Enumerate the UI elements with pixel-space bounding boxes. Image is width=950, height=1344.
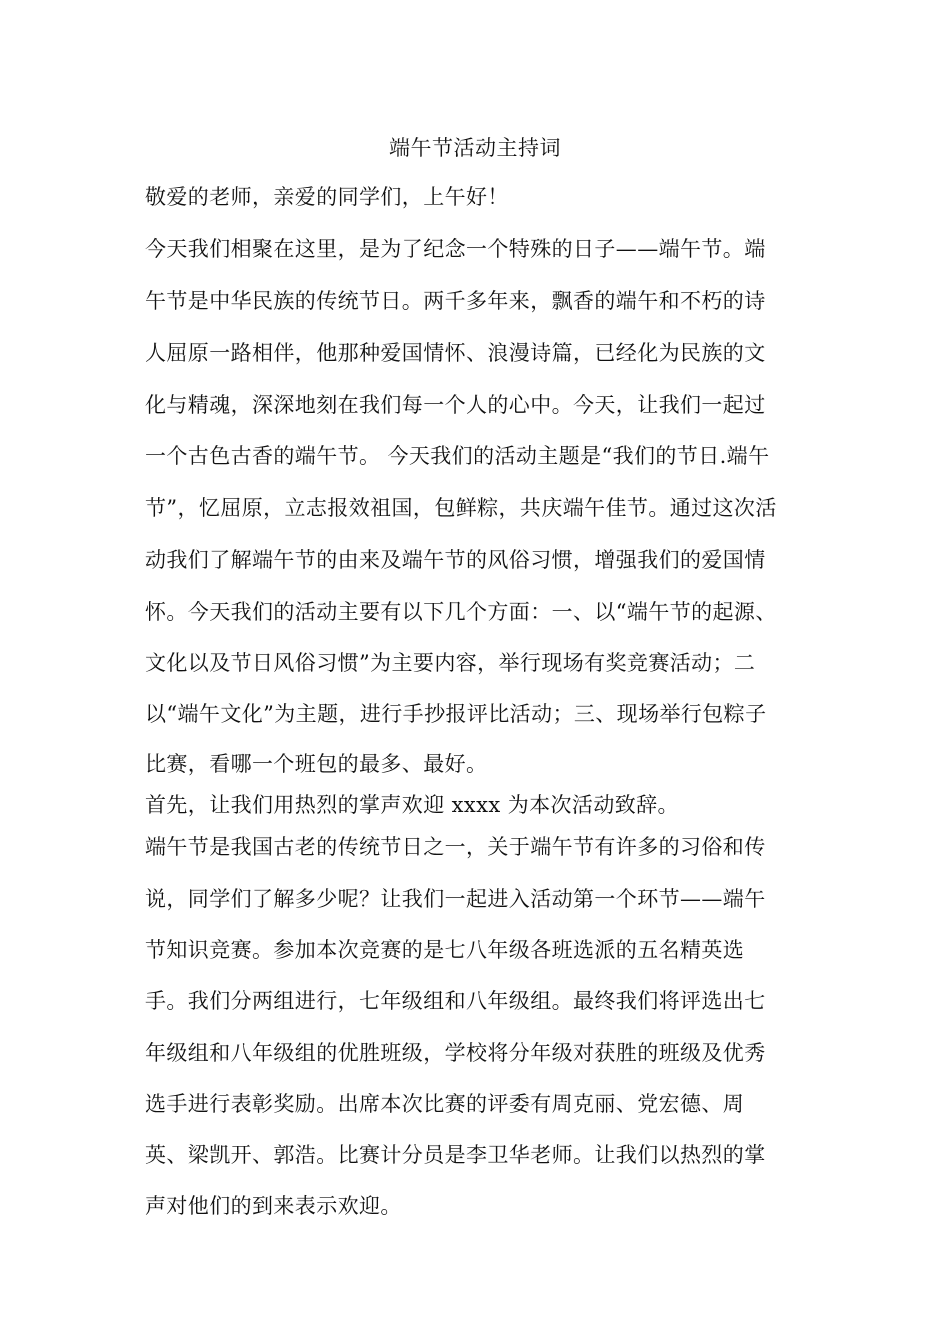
text-line: 英、梁凯开、郭浩。比赛计分员是李卫华老师。让我们以热烈的掌: [145, 1143, 766, 1167]
text-line: 敬爱的老师，亲爱的同学们，上午好！: [145, 185, 509, 209]
text-line: 说，同学们了解多少呢？让我们一起进入活动第一个环节——端午: [145, 887, 766, 911]
text-line: 节”，忆屈原，立志报效祖国，包鲜粽，共庆端午佳节。通过这次活: [145, 496, 777, 520]
text-line: 人屈原一路相伴，他那种爱国情怀、浪漫诗篇，已经化为民族的文: [145, 341, 766, 365]
text-line: 以“端午文化”为主题，进行手抄报评比活动；三、现场举行包粽子: [145, 702, 767, 726]
text-line: 文化以及节日风俗习惯”为主要内容，举行现场有奖竞赛活动；二: [145, 651, 756, 675]
text-line: 怀。今天我们的活动主要有以下几个方面：一、以“端午节的起源、: [145, 600, 777, 624]
text-line: 首先，让我们用热烈的掌声欢迎 xxxx 为本次活动致辞。: [145, 793, 679, 817]
text-line: 动我们了解端午节的由来及端午节的风俗习惯，增强我们的爱国情: [145, 548, 766, 572]
text-line: 年级组和八年级组的优胜班级，学校将分年级对获胜的班级及优秀: [145, 1041, 766, 1065]
text-line: 声对他们的到来表示欢迎。: [145, 1194, 402, 1218]
text-line: 比赛，看哪一个班包的最多、最好。: [145, 752, 488, 776]
text-line: 端午节是我国古老的传统节日之一，关于端午节有许多的习俗和传: [145, 835, 766, 859]
text-line: 午节是中华民族的传统节日。两千多年来，飘香的端午和不朽的诗: [145, 289, 766, 313]
text-line: 节知识竞赛。参加本次竞赛的是七八年级各班选派的五名精英选: [145, 938, 745, 962]
text-line: 今天我们相聚在这里，是为了纪念一个特殊的日子——端午节。端: [145, 237, 766, 261]
text-line: 选手进行表彰奖励。出席本次比赛的评委有周克丽、党宏德、周: [145, 1092, 745, 1116]
text-line: 化与精魂，深深地刻在我们每一个人的心中。今天，让我们一起过: [145, 393, 766, 417]
text-line: 一个古色古香的端午节。 今天我们的活动主题是“我们的节日.端午: [145, 444, 770, 468]
text-line: 手。我们分两组进行，七年级组和八年级组。最终我们将评选出七: [145, 989, 766, 1013]
document-title: 端午节活动主持词: [389, 136, 561, 160]
